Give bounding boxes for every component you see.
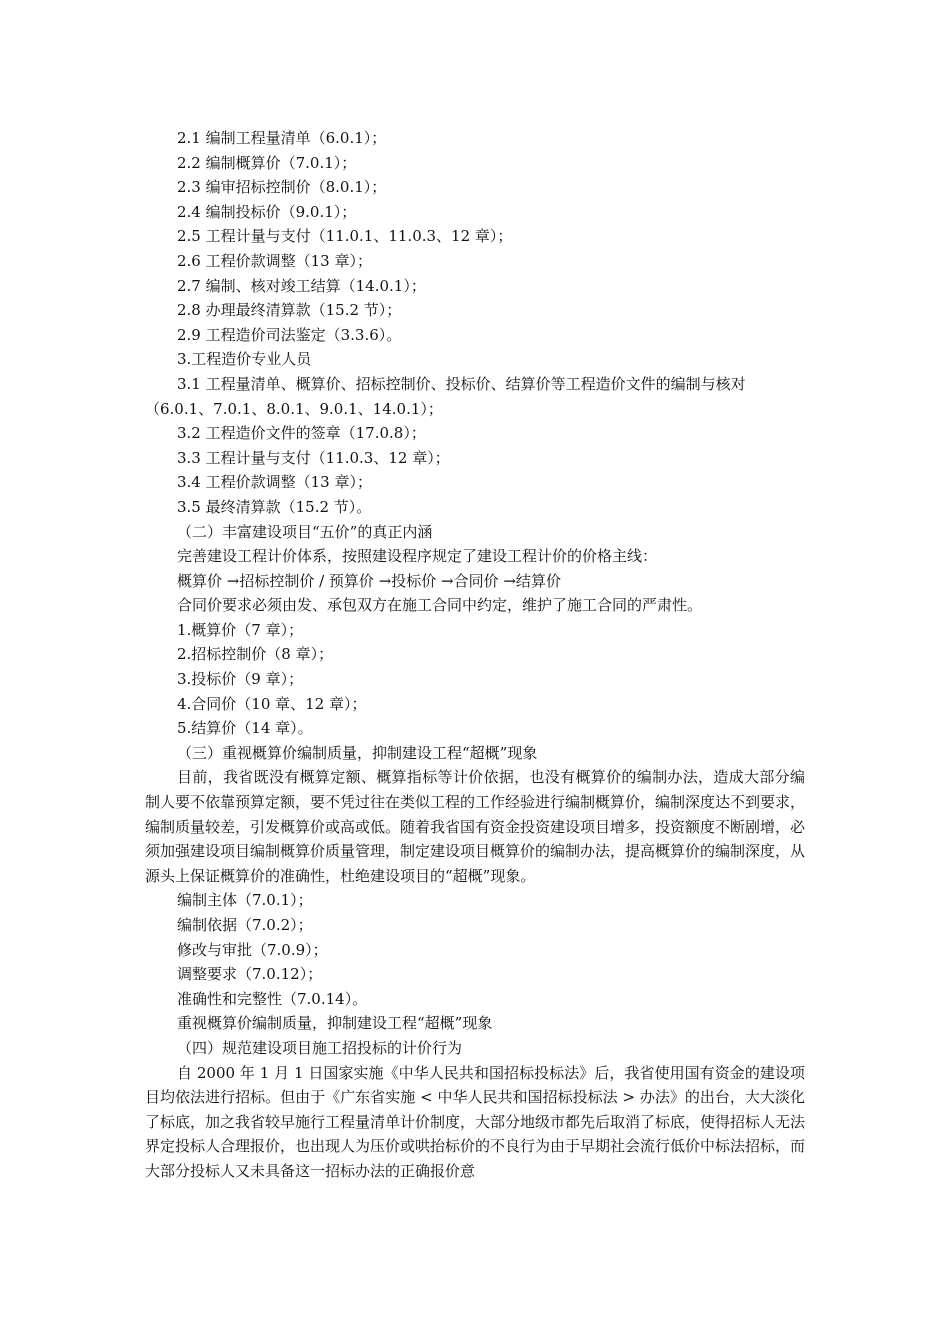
text-line: 3.2 工程造价文件的签章（17.0.8）； — [177, 424, 426, 443]
text-line: 1.概算价（7 章）； — [177, 620, 304, 639]
text-line: 调整要求（7.0.12）； — [177, 965, 323, 984]
text-line: 完善建设工程计价体系，按照建设程序规定了建设工程计价的价格主线： — [177, 547, 658, 566]
text-line: 重视概算价编制质量，抑制建设工程“超概”现象 — [177, 1014, 493, 1033]
section-heading: （四）规范建设项目施工招投标的计价行为 — [177, 1038, 463, 1057]
section-heading: 3.工程造价专业人员 — [177, 350, 312, 369]
text-line-continuation: （6.0.1、7.0.1、8.0.1、9.0.1、14.0.1）； — [145, 399, 443, 418]
body-paragraph: 自 2000 年 1 月 1 日国家实施《中华人民共和国招标投标法》后，我省使用国有资金的建设项目均依法进行招标。但由于《广东省实施 < 中华人民共和国招标投标法 > 办法》的出台，大大淡化了标底，加之我省较早施行工程量清单计价制度，大部分地级市都先后取消了标底，使得招标人无法界定投标人合理报价，也出现人为压价或哄抬标价的不良行为由于早期社会流行低价中标法招标，而大部分投标人又未具备这一招标办法的正确报价意 — [145, 1063, 806, 1180]
text-line: 2.1 编制工程量清单（6.0.1）； — [177, 129, 387, 147]
text-line: 合同价要求必须由发、承包双方在施工合同中约定，维护了施工合同的严肃性。 — [177, 596, 703, 615]
text-line: 2.3 编审招标控制价（8.0.1）； — [177, 178, 387, 197]
text-line: 2.招标控制价（8 章）； — [177, 645, 334, 664]
text-line: 修改与审批（7.0.9）； — [177, 940, 328, 959]
text-line: 2.7 编制、核对竣工结算（14.0.1）； — [177, 276, 426, 295]
text-line: 2.8 办理最终清算款（15.2 节）； — [177, 301, 402, 320]
text-line: 5.结算价（14 章）。 — [177, 719, 313, 738]
text-line: 2.9 工程造价司法鉴定（3.3.6）。 — [177, 325, 402, 344]
text-line: 3.4 工程价款调整（13 章）； — [177, 473, 372, 492]
text-line: 3.投标价（9 章）； — [177, 670, 304, 689]
text-line: 2.6 工程价款调整（13 章）； — [177, 251, 372, 270]
text-line: 编制依据（7.0.2）； — [177, 916, 313, 934]
text-line: 2.2 编制概算价（7.0.1）； — [177, 153, 357, 172]
body-paragraph: 目前，我省既没有概算定额、概算指标等计价依据，也没有概算价的编制办法，造成大部分编制人要不依靠预算定额，要不凭过往在类似工程的工作经验进行编制概算价，编制深度达不到要求，编制质量较差，引发概算价或高或低。随着我省国有资金投资建设项目增多，投资额度不断剧增，必须加强建设项目编制概算价质量管理，制定建设项目概算价的编制办法，提高概算价的编制深度，从源头上保证概算价的准确性，杜绝建设项目的“超概”现象。 — [145, 768, 806, 885]
section-heading: （二）丰富建设项目“五价”的真正内涵 — [177, 522, 433, 541]
document-body — [145, 126, 805, 1184]
text-line: 3.1 工程量清单、概算价、招标控制价、投标价、结算价等工程造价文件的编制与核对 — [177, 374, 746, 393]
text-line: 编制主体（7.0.1）； — [177, 891, 313, 910]
section-heading: （三）重视概算价编制质量，抑制建设工程“超概”现象 — [177, 743, 538, 762]
price-chain-line: 概算价 →招标控制价 / 预算价 →投标价 →合同价 →结算价 — [177, 571, 561, 590]
text-line: 3.3 工程计量与支付（11.0.3、12 章）； — [177, 448, 450, 467]
text-line: 准确性和完整性（7.0.14）。 — [177, 989, 368, 1008]
text-line: 3.5 最终清算款（15.2 节）。 — [177, 497, 372, 516]
text-line: 2.4 编制投标价（9.0.1）； — [177, 202, 357, 221]
text-line: 2.5 工程计量与支付（11.0.1、11.0.3、12 章）； — [177, 227, 513, 246]
text-line: 4.合同价（10 章、12 章）； — [177, 694, 367, 713]
